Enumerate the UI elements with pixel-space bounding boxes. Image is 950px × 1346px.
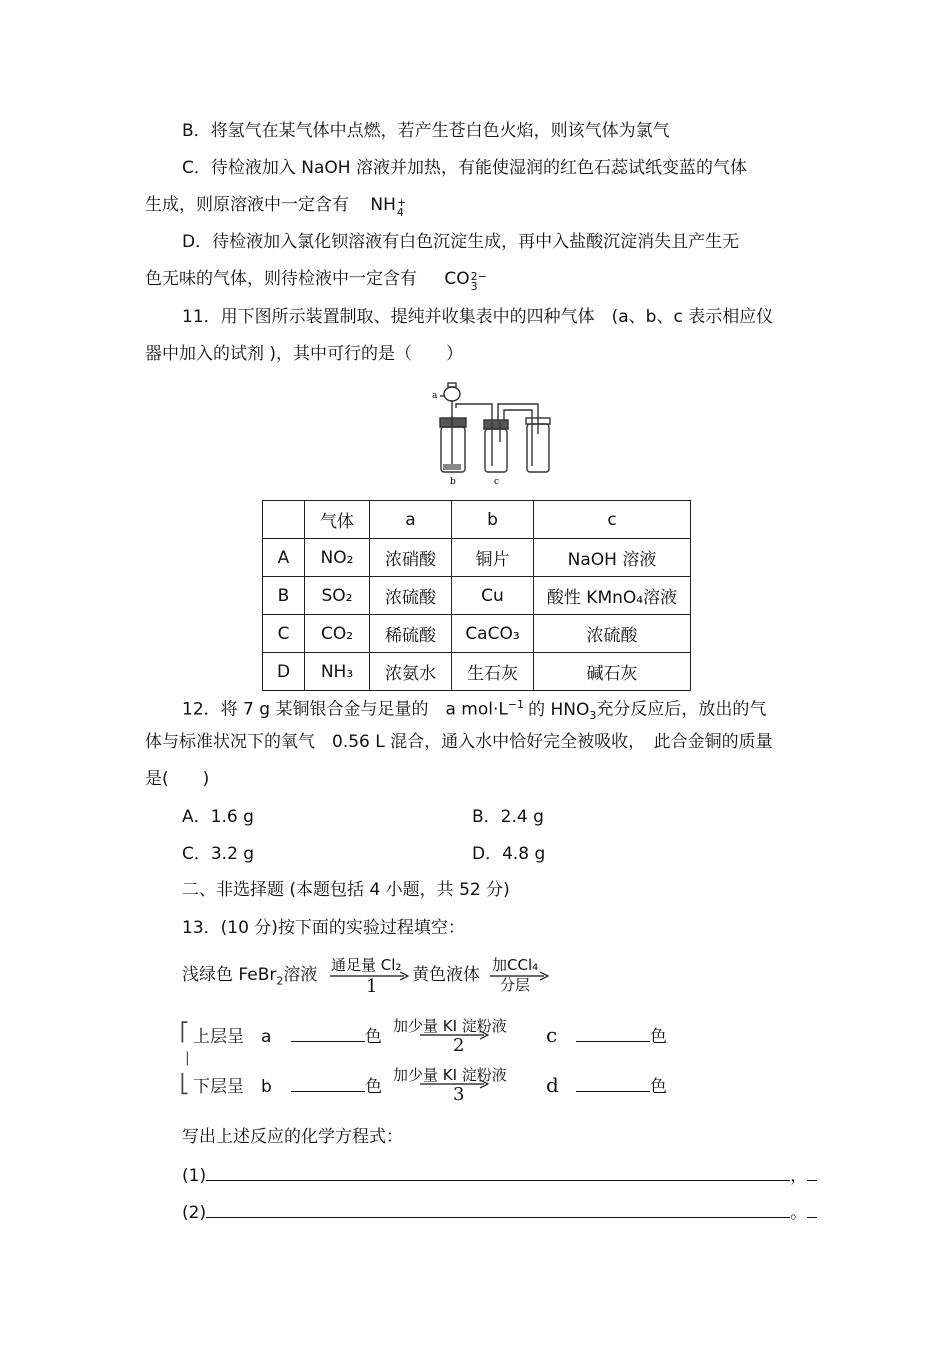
- brace-bottom-icon: ⎣: [180, 1074, 189, 1095]
- equation-2-row: [182, 1201, 817, 1224]
- table-cell: A: [263, 539, 305, 577]
- q13-start-text-b: 溶液: [283, 965, 318, 985]
- upper-result: [576, 1025, 667, 1048]
- brace-top-icon: ⎡: [180, 1022, 189, 1043]
- arrow3-number: 3: [453, 1084, 465, 1105]
- table-cell: NaOH 溶液: [534, 539, 691, 577]
- equation-1-end: ，: [790, 1166, 808, 1186]
- arrow2-number: 2: [453, 1035, 465, 1056]
- table-cell: Cu: [452, 577, 534, 615]
- q12-option-d: D．4.8 g: [472, 844, 546, 864]
- q11-stem-line1: 11．用下图所示装置制取、提纯并收集表中的四种气体 (a、b、c 表示相应仪: [182, 307, 774, 327]
- table-cell: 酸性 KMnO₄溶液: [534, 577, 691, 615]
- q12-sup: −1: [507, 698, 525, 711]
- q10-option-d-text: 色无味的气体，则待检液中一定含有: [145, 269, 417, 289]
- q12-sub: 3: [589, 709, 597, 723]
- table-cell: NO₂: [305, 539, 370, 577]
- q13-title: 13．(10 分)按下面的实验过程填空：: [182, 918, 465, 938]
- table-cell: 碱石灰: [534, 653, 691, 691]
- q13-start-solution: [182, 964, 317, 992]
- equation-2-blank[interactable]: [206, 1201, 790, 1218]
- table-cell: 生石灰: [452, 653, 534, 691]
- upper-layer-row: [193, 1025, 382, 1048]
- solid-reagent: [443, 464, 461, 470]
- brace-mid-icon: |: [185, 1050, 190, 1066]
- table-header: [263, 501, 305, 539]
- fig-label-b: b: [450, 477, 456, 487]
- table-header: 气体: [305, 501, 370, 539]
- table-header-row: [263, 501, 691, 539]
- table-row: [263, 577, 691, 615]
- q12-stem-line1: [182, 694, 766, 727]
- arrow1-number: 1: [366, 976, 378, 997]
- color-word: 色: [650, 1027, 667, 1047]
- table-cell: CO₂: [305, 615, 370, 653]
- q12-text-b: 的 HNO: [528, 699, 590, 720]
- q12-text-c: 充分反应后，放出的气: [596, 699, 767, 720]
- q13-middle-liquid: 黄色液体: [412, 965, 480, 985]
- fig-label-c: c: [494, 477, 500, 487]
- table-cell: 铜片: [452, 539, 534, 577]
- q12-stem-line3: 是( ): [145, 769, 210, 789]
- nh4-ion: NH + 4: [370, 195, 407, 219]
- equation-1-tail: [807, 1164, 817, 1181]
- blank-a[interactable]: [291, 1025, 365, 1042]
- q13-start-sub: 2: [276, 974, 284, 988]
- lower-result: [576, 1075, 667, 1098]
- color-word: 色: [364, 1027, 382, 1047]
- color-word: 色: [650, 1077, 667, 1097]
- blank-c[interactable]: [576, 1025, 650, 1042]
- letter-d: d: [546, 1073, 559, 1097]
- q10-option-c-line2: [145, 194, 406, 218]
- table-header: a: [370, 501, 452, 539]
- table-cell: 浓硝酸: [370, 539, 452, 577]
- q10-option-c-text: 生成，则原溶液中一定含有: [145, 195, 349, 215]
- arrow-sep-label-bottom: 分层: [500, 976, 531, 994]
- table-cell: B: [263, 577, 305, 615]
- q10-option-d-line2: [145, 268, 487, 292]
- equation-2-label: (2): [182, 1203, 207, 1223]
- table-cell: 浓氨水: [370, 653, 452, 691]
- q12-option-c: C．3.2 g: [182, 844, 255, 864]
- table-cell: 浓硫酸: [534, 615, 691, 653]
- table-header: c: [534, 501, 691, 539]
- table-cell: D: [263, 653, 305, 691]
- apparatus-figure: [428, 378, 558, 488]
- arrow3-label: 加少量 KI 淀粉液: [393, 1066, 507, 1084]
- q10-option-c-line1: C．待检液加入 NaOH 溶液并加热，有能使湿润的红色石蕊试纸变蓝的气体: [182, 158, 747, 178]
- letter-c: c: [546, 1023, 558, 1047]
- color-word: 色: [365, 1077, 383, 1097]
- table-cell: NH₃: [305, 653, 370, 691]
- arrow1-label: 通足量 Cl₂: [331, 956, 402, 974]
- arrow2-label: 加少量 KI 淀粉液: [393, 1017, 507, 1035]
- q12-text-a: 12．将 7 g 某铜银合金与足量的 a mol·L: [182, 699, 508, 720]
- q11-stem-line2: 器中加入的试剂 )，其中可行的是（ ）: [145, 344, 464, 364]
- table-cell: 稀硫酸: [370, 615, 452, 653]
- q12-option-a: A．1.6 g: [182, 807, 254, 827]
- table-cell: C: [263, 615, 305, 653]
- q12-stem-line2: 体与标准状况下的氧气 0.56 L 混合，通入水中恰好完全被吸收， 此合金铜的质量: [145, 732, 773, 752]
- q10-option-d-line1: D．待检液加入氯化钡溶液有白色沉淀生成，再中入盐酸沉淀消失且产生无: [182, 232, 740, 252]
- table-row: [263, 539, 691, 577]
- section-two-heading: 二、非选择题 (本题包括 4 小题，共 52 分): [182, 880, 510, 900]
- co3-ion: CO 2− 3: [444, 269, 487, 293]
- equation-1-label: (1): [182, 1166, 207, 1186]
- table-header: b: [452, 501, 534, 539]
- equation-2-tail: [807, 1201, 817, 1218]
- equation-1-row: [182, 1164, 817, 1187]
- table-cell: 浓硫酸: [370, 577, 452, 615]
- lower-layer-row: [193, 1075, 382, 1098]
- q10-option-b: B．将氢气在某气体中点燃，若产生苍白色火焰，则该气体为氯气: [182, 121, 670, 141]
- gas-table: [262, 500, 691, 691]
- blank-b[interactable]: [291, 1075, 365, 1092]
- q13-start-text: 浅绿色 FeBr: [182, 965, 277, 985]
- table-row: [263, 653, 691, 691]
- upper-layer-label: 上层呈 a: [193, 1027, 272, 1047]
- table-cell: CaCO₃: [452, 615, 534, 653]
- equation-prompt: 写出上述反应的化学方程式：: [182, 1127, 403, 1147]
- blank-d[interactable]: [576, 1075, 650, 1092]
- table-row: [263, 615, 691, 653]
- q12-option-b: B．2.4 g: [472, 807, 544, 827]
- lower-layer-label: 下层呈 b: [193, 1077, 272, 1097]
- equation-1-blank[interactable]: [206, 1164, 790, 1181]
- arrow-sep-label-top: 加CCl₄: [492, 956, 539, 974]
- fig-label-a: a: [432, 391, 438, 401]
- equation-2-end: 。: [790, 1203, 808, 1223]
- table-cell: SO₂: [305, 577, 370, 615]
